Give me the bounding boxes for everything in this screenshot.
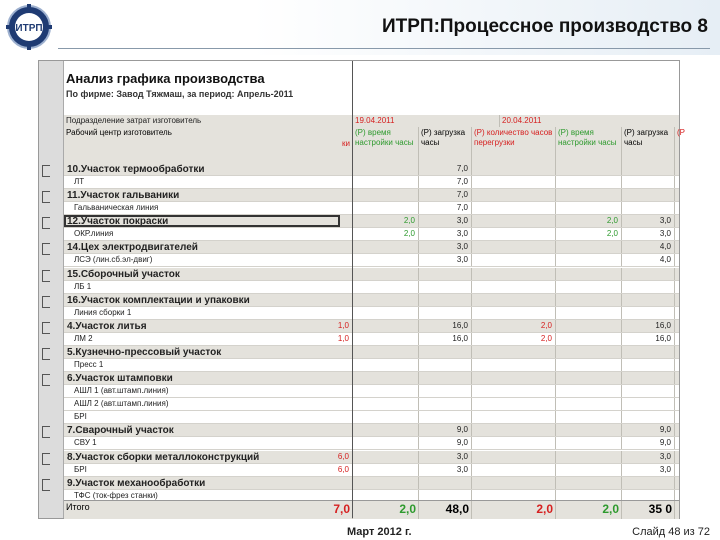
cell-cut[interactable]	[326, 189, 352, 201]
cell-load2[interactable]	[621, 294, 674, 306]
table-row[interactable]	[64, 254, 679, 267]
group-collapse-icon[interactable]	[42, 426, 50, 438]
cell-extra[interactable]	[674, 202, 694, 214]
cell-setup2[interactable]	[555, 437, 621, 449]
cell-setup2[interactable]	[555, 268, 621, 280]
group-collapse-icon[interactable]	[42, 348, 50, 360]
cell-cut[interactable]	[326, 294, 352, 306]
header-col-load-1: (Р) загрузка часы	[418, 127, 471, 163]
cell-overload[interactable]: 2,0	[471, 333, 555, 345]
slide-title: ИТРП:Процессное производство 8	[381, 16, 708, 37]
cell-cut[interactable]: 6,0	[337, 464, 349, 474]
group-collapse-icon[interactable]	[42, 243, 50, 255]
cell-setup2[interactable]	[555, 464, 621, 476]
cell-overload[interactable]	[471, 477, 555, 489]
cell-setup1[interactable]	[352, 189, 418, 201]
workcenter-name[interactable]: ТФС (ток-фрез станки)	[74, 490, 158, 500]
cell-overload[interactable]	[471, 215, 555, 227]
cell-cut[interactable]	[326, 346, 352, 358]
table-row[interactable]	[64, 411, 679, 424]
cell-setup1[interactable]	[352, 346, 418, 358]
cell-extra[interactable]	[674, 451, 694, 463]
cell-overload[interactable]	[471, 464, 555, 476]
totals-cut: 7,0	[333, 502, 350, 516]
cell-setup1[interactable]	[352, 241, 418, 253]
cell-extra[interactable]	[674, 359, 694, 371]
cell-load1[interactable]: 3,0	[418, 228, 471, 240]
report-content	[64, 61, 685, 518]
cell-setup2[interactable]	[555, 411, 621, 423]
cell-load1[interactable]	[418, 307, 471, 319]
group-row[interactable]	[64, 346, 679, 359]
header-date-2: 20.04.2011	[499, 115, 709, 127]
cell-overload[interactable]	[471, 294, 555, 306]
cell-load2[interactable]: 9,0	[621, 437, 674, 449]
cell-load2[interactable]: 3,0	[621, 215, 674, 227]
table-row[interactable]	[64, 202, 679, 215]
cell-setup2[interactable]	[555, 189, 621, 201]
cell-load2[interactable]: 4,0	[621, 241, 674, 253]
cell-load1[interactable]: 7,0	[418, 163, 471, 175]
header-date-1: 19.04.2011	[352, 115, 499, 127]
footer-date: Март 2012 г.	[347, 526, 412, 538]
cell-setup1[interactable]	[352, 398, 418, 410]
table-row[interactable]	[64, 228, 679, 241]
cell-extra[interactable]	[674, 281, 694, 293]
cell-load1[interactable]: 3,0	[418, 451, 471, 463]
group-row[interactable]	[64, 189, 679, 202]
cell-cut[interactable]: 1,0	[337, 320, 349, 330]
cell-cut[interactable]	[326, 359, 352, 371]
cell-load2[interactable]	[621, 268, 674, 280]
header-col-load-2: (Р) загрузка часы	[621, 127, 674, 163]
group-collapse-icon[interactable]	[42, 296, 50, 308]
group-name[interactable]: 5.Кузнечно-прессовый участок	[67, 346, 222, 358]
cell-load2[interactable]	[621, 176, 674, 188]
cell-load1[interactable]	[418, 294, 471, 306]
cell-setup1[interactable]	[352, 411, 418, 423]
cell-extra[interactable]	[674, 346, 694, 358]
cell-setup2[interactable]	[555, 451, 621, 463]
cell-overload[interactable]	[471, 424, 555, 436]
workcenter-name[interactable]: АШЛ 2 (авт.штамп.линия)	[74, 399, 169, 409]
cell-cut[interactable]	[326, 424, 352, 436]
cell-setup1[interactable]	[352, 333, 418, 345]
cell-setup1[interactable]	[352, 268, 418, 280]
cell-load2[interactable]	[621, 307, 674, 319]
cell-load2[interactable]	[621, 359, 674, 371]
header-col-cut: ки	[342, 139, 350, 148]
cell-load1[interactable]: 7,0	[418, 189, 471, 201]
group-name[interactable]: 11.Участок гальваники	[67, 190, 180, 202]
cell-cut[interactable]	[326, 385, 352, 397]
group-collapse-icon[interactable]	[42, 374, 50, 386]
cell-cut[interactable]	[326, 437, 352, 449]
table-row[interactable]	[64, 176, 679, 189]
workcenter-name[interactable]: Линия сборки 1	[74, 307, 132, 317]
cell-extra[interactable]	[674, 241, 694, 253]
totals-load-1: 48,0	[418, 501, 471, 519]
totals-setup-1: 2,0	[352, 501, 418, 519]
cell-setup1[interactable]: 2,0	[352, 228, 418, 240]
workcenter-name[interactable]: Гальваническая линия	[74, 203, 159, 213]
cell-setup2[interactable]	[555, 241, 621, 253]
cell-extra[interactable]	[674, 294, 694, 306]
cell-cut[interactable]	[326, 268, 352, 280]
cell-overload[interactable]	[471, 268, 555, 280]
table-row[interactable]	[64, 385, 679, 398]
cell-overload[interactable]: 2,0	[471, 320, 555, 332]
totals-row	[64, 500, 679, 519]
cell-load1[interactable]: 16,0	[418, 320, 471, 332]
table-row[interactable]	[64, 307, 679, 320]
cell-load1[interactable]	[418, 359, 471, 371]
group-row[interactable]	[64, 424, 679, 437]
table-row[interactable]	[64, 281, 679, 294]
cell-extra[interactable]	[674, 398, 694, 410]
cell-setup1[interactable]	[352, 385, 418, 397]
cell-cut[interactable]	[326, 254, 352, 266]
group-name[interactable]: 16.Участок комплектации и упаковки	[67, 294, 250, 306]
cell-extra[interactable]	[674, 437, 694, 449]
cell-cut[interactable]	[326, 176, 352, 188]
cell-extra[interactable]	[674, 411, 694, 423]
cell-overload[interactable]	[471, 163, 555, 175]
cell-setup2[interactable]	[555, 398, 621, 410]
workcenter-name[interactable]: Пресс 1	[74, 360, 104, 370]
cell-load1[interactable]	[418, 477, 471, 489]
header-col-setup-1: (Р) время настройки часы	[352, 127, 418, 163]
group-name[interactable]: 8.Участок сборки металлоконструкций	[67, 451, 260, 463]
cell-load2[interactable]: 16,0	[621, 333, 674, 345]
totals-overload: 2,0	[471, 501, 555, 519]
report-sheet	[38, 60, 685, 519]
cell-load2[interactable]	[621, 281, 674, 293]
cell-load1[interactable]	[418, 268, 471, 280]
group-row[interactable]	[64, 268, 679, 281]
cell-overload[interactable]	[471, 359, 555, 371]
cell-setup1[interactable]	[352, 372, 418, 384]
group-name[interactable]: 10.Участок термообработки	[67, 164, 205, 175]
cell-cut[interactable]	[326, 163, 352, 175]
header-col-setup-2: (Р) время настройки часы	[555, 127, 621, 163]
cell-setup2[interactable]	[555, 424, 621, 436]
cell-load1[interactable]	[418, 411, 471, 423]
cell-extra[interactable]	[674, 307, 694, 319]
cell-load1[interactable]: 3,0	[418, 254, 471, 266]
cell-cut[interactable]	[326, 477, 352, 489]
group-collapse-icon[interactable]	[42, 270, 50, 282]
cell-overload[interactable]	[471, 189, 555, 201]
table-row[interactable]	[64, 437, 679, 450]
cell-load2[interactable]: 3,0	[621, 228, 674, 240]
cell-cut[interactable]	[326, 307, 352, 319]
cell-load2[interactable]: 4,0	[621, 254, 674, 266]
cell-setup2[interactable]: 2,0	[555, 215, 621, 227]
cell-cut[interactable]	[326, 241, 352, 253]
cell-load2[interactable]	[621, 398, 674, 410]
cell-extra[interactable]	[674, 477, 694, 489]
group-row[interactable]	[64, 451, 679, 464]
cell-setup2[interactable]	[555, 320, 621, 332]
cell-load2[interactable]: 3,0	[621, 464, 674, 476]
workcenter-name[interactable]: ЛМ 2	[74, 333, 93, 343]
cell-extra[interactable]	[674, 189, 694, 201]
group-name[interactable]: 14.Цех электродвигателей	[67, 242, 198, 254]
cell-load2[interactable]	[621, 385, 674, 397]
cell-load1[interactable]	[418, 385, 471, 397]
cell-extra[interactable]	[674, 163, 694, 175]
cell-overload[interactable]	[471, 346, 555, 358]
group-collapse-icon[interactable]	[42, 322, 50, 334]
cell-setup1[interactable]	[352, 320, 418, 332]
cell-cut[interactable]	[326, 202, 352, 214]
cell-cut[interactable]: 1,0	[337, 333, 349, 343]
cell-extra[interactable]	[674, 372, 694, 384]
cell-extra[interactable]	[674, 385, 694, 397]
group-name[interactable]: 9.Участок механообработки	[67, 477, 206, 489]
cell-setup2[interactable]	[555, 385, 621, 397]
cell-load2[interactable]: 9,0	[621, 424, 674, 436]
cell-load1[interactable]	[418, 346, 471, 358]
table-row[interactable]	[64, 333, 679, 346]
cell-extra[interactable]	[674, 228, 694, 240]
cell-load1[interactable]: 3,0	[418, 241, 471, 253]
group-name[interactable]: 6.Участок штамповки	[67, 373, 173, 385]
group-collapse-icon[interactable]	[42, 165, 50, 177]
cell-setup2[interactable]	[555, 163, 621, 175]
totals-setup-2: 2,0	[555, 501, 621, 519]
group-collapse-icon[interactable]	[42, 217, 50, 229]
group-row[interactable]	[64, 241, 679, 254]
cell-overload[interactable]	[471, 411, 555, 423]
totals-load-2: 35 0	[621, 501, 674, 519]
cell-load2[interactable]	[621, 477, 674, 489]
cell-extra[interactable]	[674, 215, 694, 227]
cell-overload[interactable]	[471, 437, 555, 449]
slide-header	[0, 0, 720, 55]
footer-slide-number: Слайд 48 из 72	[632, 526, 710, 538]
header-workcenter-label: Рабочий центр изготовитель	[66, 128, 172, 137]
group-row[interactable]	[64, 215, 679, 228]
cell-setup2[interactable]	[555, 254, 621, 266]
workcenter-name[interactable]: БРІ	[74, 412, 87, 422]
cell-extra[interactable]	[674, 268, 694, 280]
group-row[interactable]	[64, 372, 679, 385]
cell-setup1[interactable]	[352, 307, 418, 319]
cell-load1[interactable]: 9,0	[418, 424, 471, 436]
cell-overload[interactable]	[471, 372, 555, 384]
group-name[interactable]: 7.Сварочный участок	[67, 425, 174, 437]
cell-setup2[interactable]	[555, 307, 621, 319]
cell-load1[interactable]: 7,0	[418, 176, 471, 188]
cell-setup1[interactable]	[352, 477, 418, 489]
cell-extra[interactable]	[674, 176, 694, 188]
header-divider	[58, 48, 710, 49]
group-name[interactable]: 15.Сборочный участок	[67, 268, 180, 280]
cell-load1[interactable]: 16,0	[418, 333, 471, 345]
cell-setup2[interactable]	[555, 359, 621, 371]
cell-setup1[interactable]	[352, 202, 418, 214]
cell-load2[interactable]: 16,0	[621, 320, 674, 332]
cell-extra[interactable]	[674, 254, 694, 266]
cell-setup1[interactable]	[352, 163, 418, 175]
cell-setup1[interactable]	[352, 359, 418, 371]
cell-setup1[interactable]	[352, 464, 418, 476]
cell-overload[interactable]	[471, 228, 555, 240]
cell-load2[interactable]	[621, 163, 674, 175]
cell-overload[interactable]	[471, 254, 555, 266]
cell-setup1[interactable]	[352, 424, 418, 436]
cell-setup1[interactable]	[352, 437, 418, 449]
cell-setup1[interactable]	[352, 254, 418, 266]
cell-setup1[interactable]	[352, 176, 418, 188]
cell-load2[interactable]	[621, 346, 674, 358]
report-title: Анализ графика производства	[66, 71, 265, 86]
cell-load1[interactable]: 9,0	[418, 437, 471, 449]
totals-label: Итого	[66, 502, 90, 512]
group-collapse-icon[interactable]	[42, 479, 50, 491]
cell-setup1[interactable]	[352, 451, 418, 463]
cell-extra[interactable]	[674, 424, 694, 436]
cell-setup2[interactable]	[555, 202, 621, 214]
totals-extra	[674, 501, 694, 519]
workcenter-name[interactable]: АШЛ 1 (авт.штамп.линия)	[74, 386, 169, 396]
cell-load2[interactable]	[621, 411, 674, 423]
cell-load2[interactable]	[621, 372, 674, 384]
table-row[interactable]	[64, 398, 679, 411]
group-name[interactable]: 12.Участок покраски	[64, 215, 340, 227]
group-name[interactable]: 4.Участок литья	[67, 320, 147, 332]
cell-load1[interactable]	[418, 281, 471, 293]
cell-extra[interactable]	[674, 320, 694, 332]
cell-load1[interactable]	[418, 398, 471, 410]
cell-overload[interactable]	[471, 398, 555, 410]
table-row[interactable]	[64, 359, 679, 372]
cell-setup2[interactable]	[555, 333, 621, 345]
workcenter-name[interactable]: ЛТ	[74, 177, 85, 187]
header-row-columns	[64, 127, 685, 164]
cell-load1[interactable]: 7,0	[418, 202, 471, 214]
frozen-pane-divider	[352, 61, 353, 518]
group-row[interactable]	[64, 320, 679, 333]
group-row[interactable]	[64, 163, 679, 176]
cell-setup2[interactable]	[555, 294, 621, 306]
cell-setup1[interactable]	[352, 281, 418, 293]
header-dept-label: Подразделение затрат изготовитель	[66, 116, 202, 125]
cell-cut[interactable]	[326, 372, 352, 384]
cell-cut[interactable]	[326, 411, 352, 423]
cell-setup2[interactable]	[555, 176, 621, 188]
cell-extra[interactable]	[674, 464, 694, 476]
cell-load2[interactable]: 3,0	[621, 451, 674, 463]
cell-overload[interactable]	[471, 307, 555, 319]
workcenter-name[interactable]: ЛСЭ (лин.сб.эл-двиг)	[74, 255, 153, 265]
cell-cut[interactable]: 6,0	[337, 451, 349, 461]
grouping-bar	[39, 61, 64, 518]
cell-cut[interactable]	[326, 398, 352, 410]
cell-load1[interactable]	[418, 372, 471, 384]
cell-load2[interactable]	[621, 202, 674, 214]
cell-setup2[interactable]	[555, 346, 621, 358]
table-row[interactable]	[64, 464, 679, 477]
cell-overload[interactable]	[471, 281, 555, 293]
report-subtitle: По фирме: Завод Тяжмаш, за период: Апрель-2011	[66, 89, 294, 99]
cell-setup2[interactable]	[555, 477, 621, 489]
group-collapse-icon[interactable]	[42, 453, 50, 465]
cell-overload[interactable]	[471, 451, 555, 463]
cell-cut[interactable]	[326, 281, 352, 293]
cell-overload[interactable]	[471, 202, 555, 214]
cell-overload[interactable]	[471, 241, 555, 253]
group-row[interactable]	[64, 477, 679, 490]
itrp-logo-icon	[6, 4, 52, 50]
cell-cut[interactable]	[326, 228, 352, 240]
group-collapse-icon[interactable]	[42, 191, 50, 203]
cell-load1[interactable]: 3,0	[418, 464, 471, 476]
cell-setup1[interactable]: 2,0	[352, 215, 418, 227]
workcenter-name[interactable]: СВУ 1	[74, 438, 97, 448]
cell-extra[interactable]	[674, 333, 694, 345]
cell-setup2[interactable]: 2,0	[555, 228, 621, 240]
cell-overload[interactable]	[471, 385, 555, 397]
cell-cut[interactable]	[326, 215, 352, 227]
cell-setup2[interactable]	[555, 372, 621, 384]
workcenter-name[interactable]: ОКР.линия	[74, 229, 114, 239]
cell-overload[interactable]	[471, 176, 555, 188]
workcenter-name[interactable]: БРІ	[74, 464, 87, 474]
cell-load2[interactable]	[621, 189, 674, 201]
logo-text: ИТРП	[15, 23, 43, 34]
group-row[interactable]	[64, 294, 679, 307]
cell-setup1[interactable]	[352, 294, 418, 306]
workcenter-name[interactable]: ЛБ 1	[74, 281, 92, 291]
header-col-extra: (Р	[674, 127, 694, 163]
cell-load1[interactable]: 3,0	[418, 215, 471, 227]
header-col-overload: (Р) количество часов перегрузки	[471, 127, 555, 163]
cell-setup2[interactable]	[555, 281, 621, 293]
